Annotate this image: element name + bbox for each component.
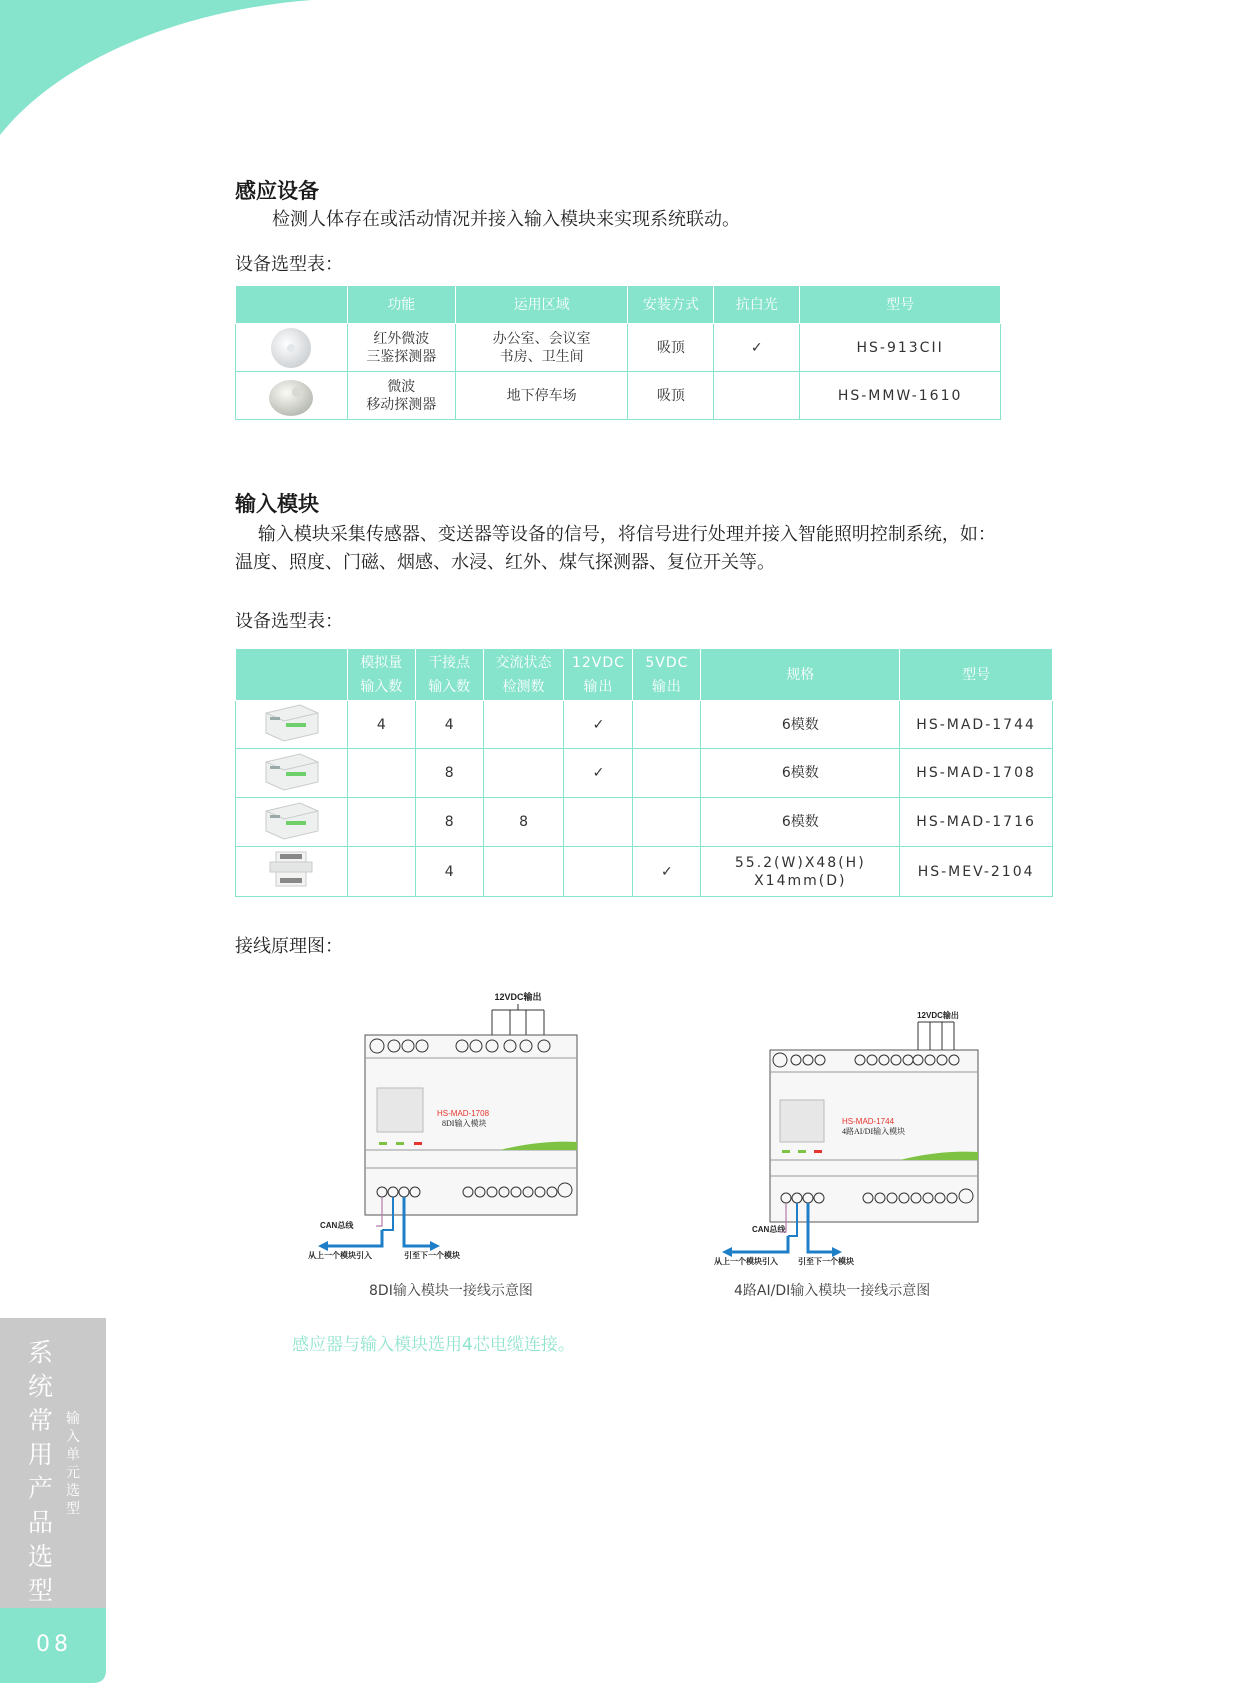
table-row (236, 701, 1053, 749)
module-image-cell (236, 701, 348, 749)
spec-cell: 6模数 (701, 701, 900, 749)
5vdc-cell: ✓ (633, 847, 701, 897)
header-dry-contact: 干接点 输入数 (415, 649, 483, 701)
wiring-title: 接线原理图： (235, 936, 343, 957)
header-image (236, 649, 348, 701)
function-cell: 红外微波 三鉴探测器 (347, 324, 455, 372)
5vdc-cell (633, 749, 701, 798)
12vdc-output-label: 12VDC输出 (917, 1011, 959, 1020)
analog-cell (347, 798, 415, 847)
anti-light-cell (714, 372, 800, 420)
spec-cell: 6模数 (701, 749, 900, 798)
analog-cell (347, 749, 415, 798)
header-ac-status: 交流状态 检测数 (483, 649, 564, 701)
din-module-image (260, 750, 322, 792)
section-title-sensing: 感应设备 (235, 179, 319, 203)
module-model-label: HS-MAD-1744 (842, 1117, 895, 1126)
table-header-row (236, 286, 1001, 324)
12vdc-cell: ✓ (564, 749, 633, 798)
anti-light-cell: ✓ (714, 324, 800, 372)
install-cell: 吸顶 (628, 372, 714, 420)
sensor-image-cell (236, 372, 348, 420)
header-model: 型号 (800, 286, 1001, 324)
ac-status-cell: 8 (483, 798, 564, 847)
analog-cell: 4 (347, 701, 415, 749)
model-cell: HS-MEV-2104 (900, 847, 1053, 897)
page-number: 08 (36, 1632, 72, 1657)
header-analog: 模拟量 输入数 (347, 649, 415, 701)
table-header-row (236, 649, 1053, 701)
table-row (236, 798, 1053, 847)
sidebar-subsection-title: 输入单元选型 (66, 1411, 80, 1517)
input-module-table (235, 648, 1053, 897)
table-row (236, 749, 1053, 798)
sensing-table (235, 285, 1001, 420)
sidebar-section-title: 系统常用产品选型 (28, 1338, 54, 1605)
model-cell: HS-MAD-1716 (900, 798, 1053, 847)
wiring-diagram-8di (300, 990, 590, 1260)
header-function: 功能 (347, 286, 455, 324)
12vdc-cell (564, 847, 633, 897)
compact-module-image (260, 848, 322, 890)
5vdc-cell (633, 798, 701, 847)
12vdc-output-label: 12VDC输出 (494, 992, 542, 1002)
module-image-cell (236, 798, 348, 847)
table-row (236, 847, 1053, 897)
header-12vdc: 12VDC 输出 (564, 649, 633, 701)
ac-status-cell (483, 749, 564, 798)
diagram-caption: 4路AI/DI输入模块一接线示意图 (734, 1283, 931, 1299)
dry-contact-cell: 8 (415, 749, 483, 798)
header-spec: 规格 (701, 649, 900, 701)
12vdc-cell: ✓ (564, 701, 633, 749)
sensing-description: 检测人体存在或活动情况并接入输入模块来实现系统联动。 (272, 209, 740, 230)
module-desc-label: 4路AI/DI输入模块 (842, 1127, 906, 1136)
module-desc-label: 8DI输入模块 (442, 1119, 487, 1128)
ac-status-cell (483, 701, 564, 749)
can-bus-label: CAN总线 (320, 1221, 354, 1230)
ceiling-sensor-image (261, 326, 321, 370)
model-cell: HS-MAD-1708 (900, 749, 1053, 798)
to-next-label: 引至下一个模块 (798, 1257, 854, 1266)
section-title-input-module: 输入模块 (235, 492, 319, 516)
header-image (236, 286, 348, 324)
from-previous-label: 从上一个模块引入 (714, 1257, 778, 1266)
header-5vdc: 5VDC 输出 (633, 649, 701, 701)
sensor-image-cell (236, 324, 348, 372)
sensing-table-label: 设备选型表： (235, 254, 343, 275)
header-model: 型号 (900, 649, 1053, 701)
dry-contact-cell: 4 (415, 847, 483, 897)
ac-status-cell (483, 847, 564, 897)
input-module-description-line2: 温度、照度、门磁、烟感、水浸、红外、煤气探测器、复位开关等。 (235, 552, 775, 573)
din-module-image (260, 799, 322, 841)
dry-contact-cell: 8 (415, 798, 483, 847)
header-area: 运用区域 (455, 286, 628, 324)
header-anti-light: 抗白光 (714, 286, 800, 324)
input-module-description-line1: 输入模块采集传感器、变送器等设备的信号，将信号进行处理并接入智能照明控制系统，如： (235, 524, 996, 545)
analog-cell (347, 847, 415, 897)
to-next-label: 引至下一个模块 (404, 1251, 460, 1260)
from-previous-label: 从上一个模块引入 (308, 1251, 372, 1260)
area-cell: 地下停车场 (455, 372, 628, 420)
module-image-cell (236, 749, 348, 798)
microwave-sensor-image (261, 374, 321, 418)
model-cell: HS-MAD-1744 (900, 701, 1053, 749)
diagram-caption: 8DI输入模块一接线示意图 (369, 1283, 533, 1299)
din-module-image (260, 701, 322, 743)
spec-cell: 55.2(W)X48(H) X14mm(D) (701, 847, 900, 897)
can-bus-label: CAN总线 (752, 1225, 786, 1234)
function-cell: 微波 移动探测器 (347, 372, 455, 420)
table-row (236, 324, 1001, 372)
wiring-diagram-4ai-di (700, 1000, 990, 1270)
model-cell: HS-MMW-1610 (800, 372, 1001, 420)
install-cell: 吸顶 (628, 324, 714, 372)
model-cell: HS-913CII (800, 324, 1001, 372)
table-row (236, 372, 1001, 420)
module-image-cell (236, 847, 348, 897)
module-model-label: HS-MAD-1708 (437, 1109, 490, 1118)
corner-decoration (0, 0, 320, 140)
area-cell: 办公室、会议室 书房、卫生间 (455, 324, 628, 372)
header-install: 安装方式 (628, 286, 714, 324)
input-module-table-label: 设备选型表： (235, 611, 343, 632)
cable-note: 感应器与输入模块选用4芯电缆连接。 (292, 1335, 575, 1355)
12vdc-cell (564, 798, 633, 847)
spec-cell: 6模数 (701, 798, 900, 847)
dry-contact-cell: 4 (415, 701, 483, 749)
5vdc-cell (633, 701, 701, 749)
